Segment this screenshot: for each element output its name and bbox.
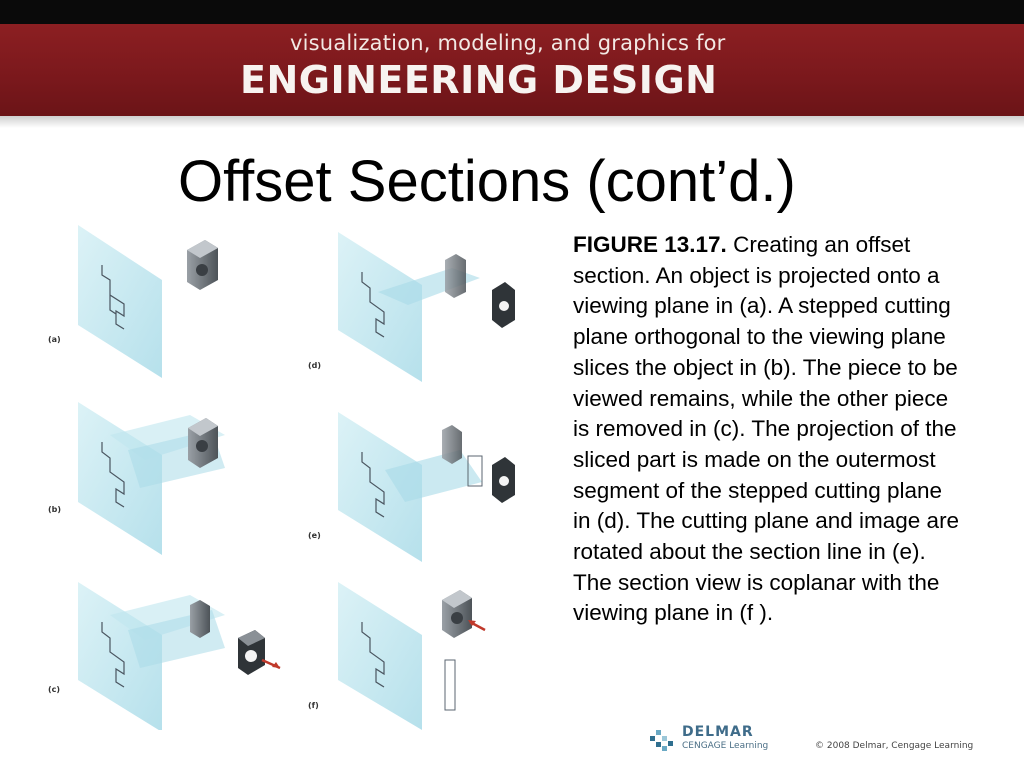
panel-a (48, 225, 218, 378)
panel-label-d: (d) (308, 361, 322, 370)
object-half-remaining (190, 600, 210, 638)
viewing-plane (338, 582, 422, 730)
panel-b (48, 402, 225, 555)
banner-subtitle: visualization, modeling, and graphics for (290, 31, 726, 55)
panel-label-f: (f) (308, 701, 319, 710)
object-half (492, 282, 515, 328)
section-view-projection (445, 254, 466, 298)
caption-text: Creating an offset section. An object is projected onto a viewing plane in (a). A stepped cutting plane orthogonal to the viewing plane slices the object in (b). The piece to be viewed remains, while the other piece is removed in (c). The projection of the sliced part is made on the outermost segment of the stepped cutting plane in (d). The cutting plane and image are rotated about the section line in (e). The section view is coplanar with the viewing plane in (f ). (573, 232, 960, 626)
figure-caption (573, 230, 963, 629)
publisher-logo (648, 724, 798, 756)
slide-title: Offset Sections (cont’d.) (178, 149, 796, 214)
panel-c (48, 582, 280, 730)
figure-id: FIGURE 13.17. (573, 232, 727, 257)
panel-e (308, 412, 515, 562)
banner-title: ENGINEERING DESIGN (240, 58, 718, 102)
object-half-removed (238, 630, 265, 675)
delmar-logo-icon (648, 726, 676, 754)
figure-offset-sections (40, 220, 560, 730)
publisher-name: DELMAR (682, 724, 754, 740)
panel-label-c: (c) (48, 685, 61, 694)
object-block (187, 240, 218, 290)
panel-d (308, 232, 515, 382)
object-block (442, 590, 472, 638)
section-view-coplanar (445, 660, 455, 710)
object-half (492, 457, 515, 503)
banner-shadow (0, 116, 1024, 128)
viewing-plane (338, 232, 422, 382)
object-block (188, 418, 218, 468)
figure-illustration (40, 220, 560, 730)
panel-f (308, 582, 485, 730)
panel-label-b: (b) (48, 505, 62, 514)
banner-top-strip (0, 0, 1024, 24)
panel-label-e: (e) (308, 531, 321, 540)
panel-label-a: (a) (48, 335, 61, 344)
publisher-subname: CENGAGE Learning (682, 741, 769, 751)
copyright-notice: © 2008 Delmar, Cengage Learning (815, 741, 974, 751)
